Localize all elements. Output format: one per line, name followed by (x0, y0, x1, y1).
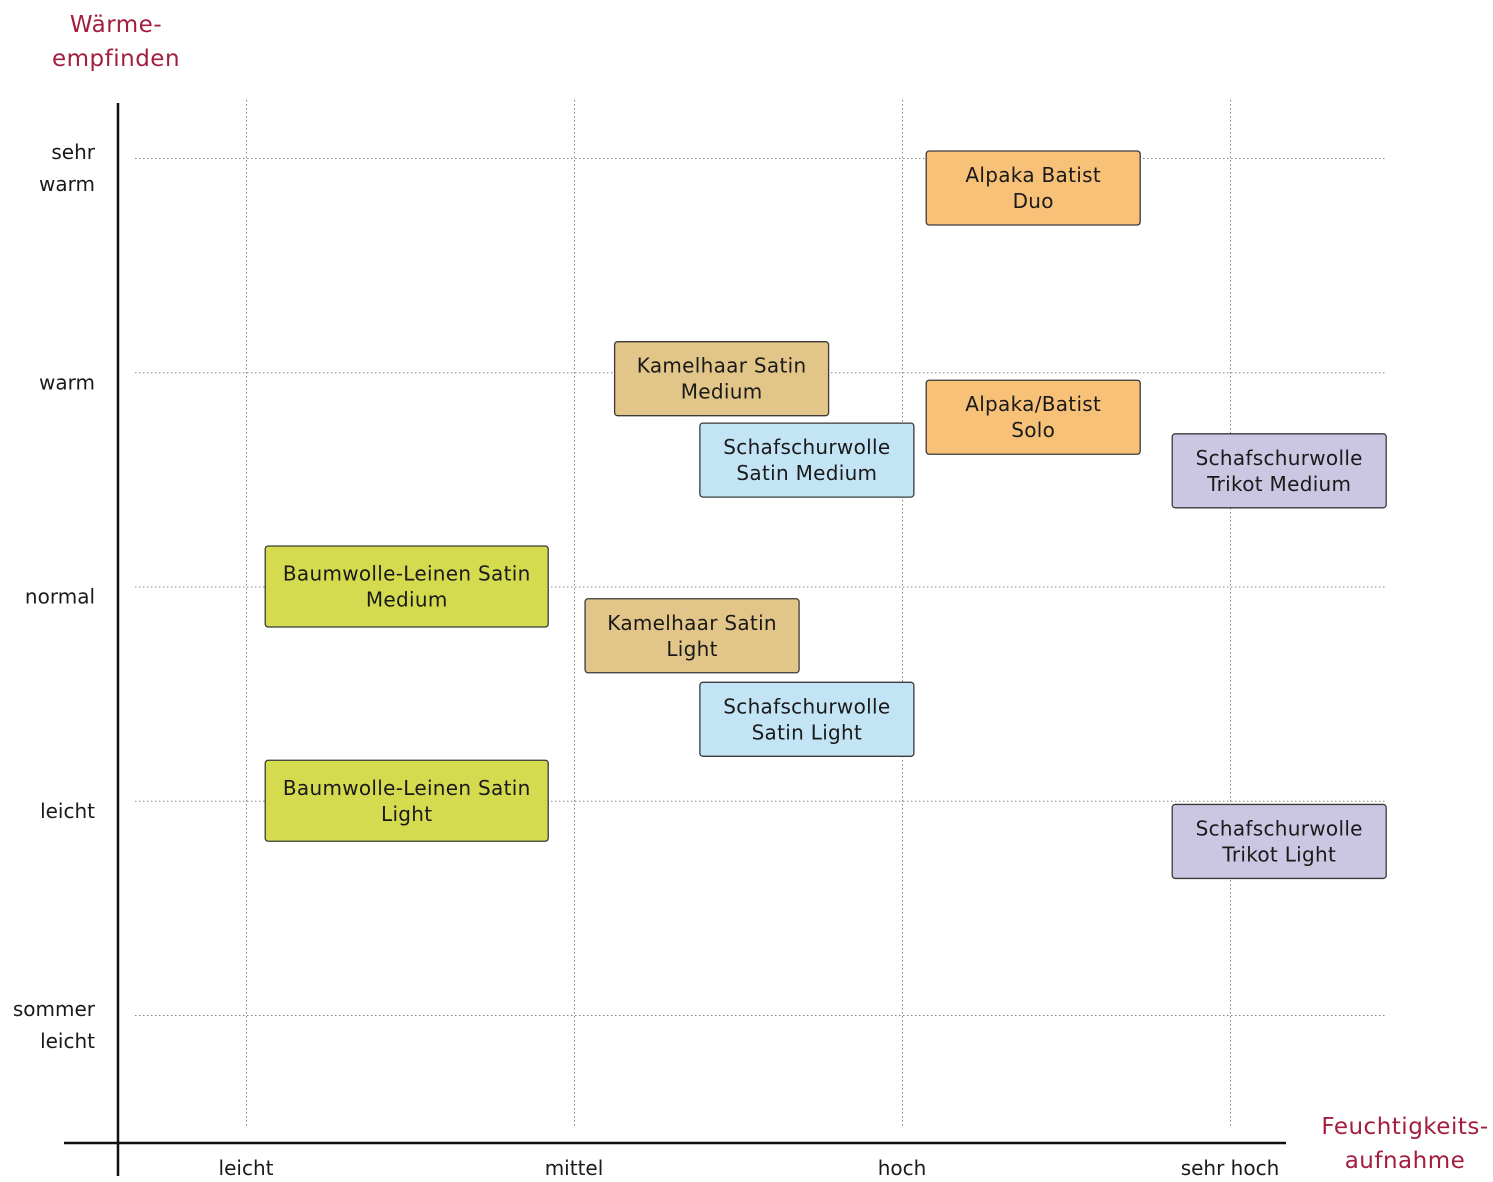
y-axis-title-line: Wärme- (69, 12, 163, 39)
y-tick-label (40, 799, 95, 823)
product-label-line: Schafschurwolle (1195, 816, 1363, 841)
product-label-line: Duo (1012, 188, 1054, 213)
product-box (1172, 434, 1386, 508)
y-tick-label-line: sommer (12, 997, 95, 1021)
x-tick-label (878, 1156, 927, 1178)
product-box (1172, 804, 1386, 878)
product-label-line: Light (381, 801, 433, 826)
y-tick-label-line: leicht (40, 1029, 95, 1053)
x-tick-label-line: leicht (218, 1156, 274, 1178)
y-tick-label (39, 370, 95, 394)
product-box (615, 342, 829, 416)
product-label-line: Kamelhaar Satin (607, 610, 777, 635)
y-tick-label-line: leicht (40, 798, 95, 823)
product-box (700, 682, 914, 756)
y-axis-title (52, 12, 180, 72)
product-box (700, 423, 914, 497)
y-axis-title-line: empfinden (51, 46, 181, 73)
x-tick-label (219, 1156, 274, 1178)
product-box (265, 546, 548, 627)
y-tick-label (39, 140, 96, 196)
product-label-line: Satin Medium (736, 461, 878, 486)
product-box (585, 599, 799, 673)
y-tick-label-line: warm (39, 172, 95, 196)
x-axis-title (1321, 1114, 1488, 1174)
x-tick-label (545, 1156, 604, 1178)
product-label-line: Alpaka Batist (965, 162, 1101, 187)
product-label-line: Trikot Light (1222, 842, 1337, 867)
product-label-line: Satin Light (751, 720, 863, 745)
y-tick-label (25, 585, 95, 609)
product-label-line: Solo (1011, 418, 1056, 443)
x-axis-title-line: aufnahme (1344, 1148, 1466, 1175)
product-box (265, 760, 548, 841)
product-box-bg (265, 546, 548, 627)
y-tick-label-line: sehr (51, 140, 95, 164)
product-label-line: Schafschurwolle (1195, 445, 1363, 470)
product-label-line: Trikot Medium (1207, 471, 1352, 496)
product-box (926, 380, 1140, 454)
x-tick-label-line: sehr hoch (1180, 1156, 1280, 1178)
product-label-line: Kamelhaar Satin (636, 353, 807, 378)
x-tick-label-line: mittel (544, 1156, 604, 1178)
product-label-line: Alpaka/Batist (965, 392, 1102, 417)
y-tick-label (13, 997, 96, 1053)
product-box (926, 151, 1140, 225)
y-tick-label-line: normal (24, 584, 95, 609)
x-tick-label-line: hoch (877, 1156, 927, 1178)
product-label-line: Baumwolle-Leinen Satin (282, 775, 531, 800)
product-label-line: Medium (680, 379, 763, 404)
product-label-line: Schafschurwolle (723, 435, 891, 460)
product-label-line: Medium (365, 587, 448, 612)
product-box-bg (265, 760, 548, 841)
product-label-line: Schafschurwolle (723, 694, 891, 719)
y-tick-label-line: warm (39, 370, 95, 395)
product-label-line: Light (666, 636, 718, 661)
x-tick-label (1181, 1156, 1280, 1178)
product-label-line: Baumwolle-Leinen Satin (282, 561, 531, 586)
x-axis-title-line: Feuchtigkeits- (1321, 1114, 1489, 1141)
